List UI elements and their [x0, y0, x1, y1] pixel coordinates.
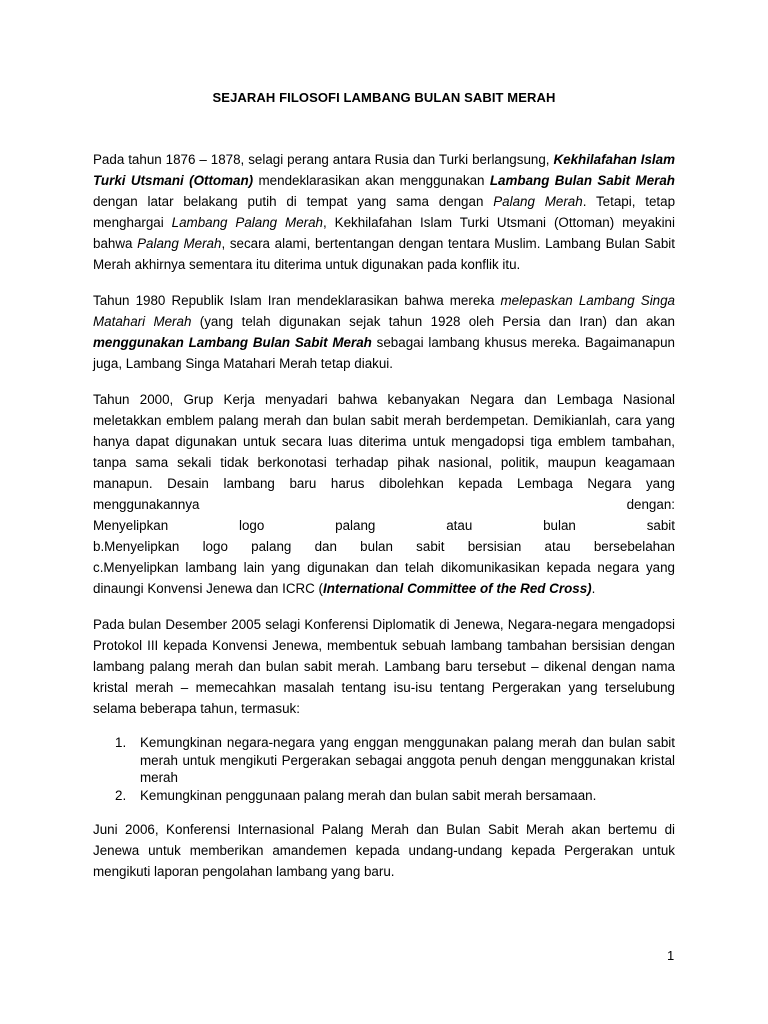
page-number: 1	[667, 948, 675, 963]
paragraph-3-line-c	[93, 557, 675, 599]
text-span: Pada tahun 1876 – 1878, selagi perang antara Rusia dan Turki berlangsung,	[93, 152, 554, 167]
list-item-text: Kemungkinan negara-negara yang enggan menggunakan palang merah dan bulan sabit merah untuk mengikuti Pergerakan sebagai anggota penuh dengan menggunakan kristal merah	[140, 735, 675, 785]
text-span: .	[591, 581, 596, 596]
text-span: mendeklarasikan akan menggunakan	[253, 173, 490, 188]
numbered-list	[93, 734, 675, 804]
list-number: 2.	[115, 787, 127, 803]
emphasis-text: Lambang Bulan Sabit Merah	[489, 173, 675, 188]
list-number: 1.	[115, 735, 127, 750]
text-span: , Kekhilafahan Islam Turki Utsmani (Ottoman) meyakini bahwa	[93, 215, 675, 251]
text-span: Tahun 1980 Republik Islam Iran mendeklarasikan bahwa mereka	[93, 293, 501, 308]
text-span: , secara alami, bertentangan dengan tentara Muslim. Lambang Bulan Sabit Merah akhirnya sementara itu diterima untuk digunakan pada konflik itu.	[93, 236, 675, 272]
paragraph-2	[93, 290, 675, 374]
emphasis-text: menggunakan Lambang Bulan Sabit Merah	[93, 335, 372, 350]
text-span: . Tetapi, tetap menghargai	[93, 194, 676, 230]
paragraph-3: Tahun 2000, Grup Kerja menyadari bahwa kebanyakan Negara dan Lembaga Nasional meletakkan emblem palang merah dan bulan sabit merah berdempetan. Demikianlah, cara yang hanya dapat digunakan untuk secara luas diterima untuk mengadopsi tiga emblem tambahan, tanpa sama sekali tidak berkonotasi terhadap pihak nasional, politik, maupun keagamaan manapun. Desain lambang baru harus dibolehkan kepada Lembaga Negara yang menggunakannya dengan:	[93, 392, 675, 512]
list-item	[93, 734, 675, 787]
italic-text: Lambang Palang Merah	[171, 215, 324, 230]
italic-text: Palang Merah	[137, 236, 222, 251]
text-span: dengan latar belakang putih di tempat yang sama dengan	[93, 194, 494, 209]
italic-text: melepaskan Lambang Singa Matahari Merah	[93, 293, 676, 329]
paragraph-1	[93, 149, 675, 275]
list-item-text: Kemungkinan penggunaan palang merah dan bulan sabit merah bersamaan.	[140, 787, 597, 803]
list-item	[93, 787, 675, 805]
text-span: c.Menyelipkan lambang lain yang digunakan dan telah dikomunikasikan kepada negara yang dinaungi Konvensi Jenewa dan ICRC (	[93, 560, 675, 596]
paragraph-3-line-a: Menyelipkan logo palang atau bulan sabit	[93, 518, 675, 533]
paragraph-3-line-b: b.Menyelipkan logo palang dan bulan sabit bersisian atau bersebelahan	[93, 539, 675, 554]
emphasis-text: International Committee of the Red Cross)	[323, 581, 592, 596]
text-span: (yang telah digunakan sejak tahun 1928 oleh Persia dan Iran) dan akan	[191, 314, 675, 329]
emphasis-text: Kekhilafahan Islam Turki Utsmani (Ottoman)	[93, 152, 675, 188]
text-span: sebagai lambang khusus mereka. Bagaimanapun juga, Lambang Singa Matahari Merah tetap diakui.	[93, 335, 675, 371]
italic-text: Palang Merah	[493, 194, 583, 209]
document-body	[93, 149, 675, 897]
paragraph-5: Juni 2006, Konferensi Internasional Palang Merah dan Bulan Sabit Merah akan bertemu di Jenewa untuk memberikan amandemen kepada undang-undang kepada Pergerakan untuk mengikuti laporan pengolahan lambang yang baru.	[93, 822, 675, 879]
document-title: SEJARAH FILOSOFI LAMBANG BULAN SABIT MERAH	[212, 90, 556, 105]
paragraph-4: Pada bulan Desember 2005 selagi Konferensi Diplomatik di Jenewa, Negara-negara mengadopsi Protokol III kepada Konvensi Jenewa, membentuk sebuah lambang tambahan bersisian dengan lambang palang merah dan bulan sabit merah. Lambang baru tersebut – dikenal dengan nama kristal merah – memecahkan masalah tentang isu-isu tentang Pergerakan yang terselubung selama beberapa tahun, termasuk:	[93, 617, 675, 716]
